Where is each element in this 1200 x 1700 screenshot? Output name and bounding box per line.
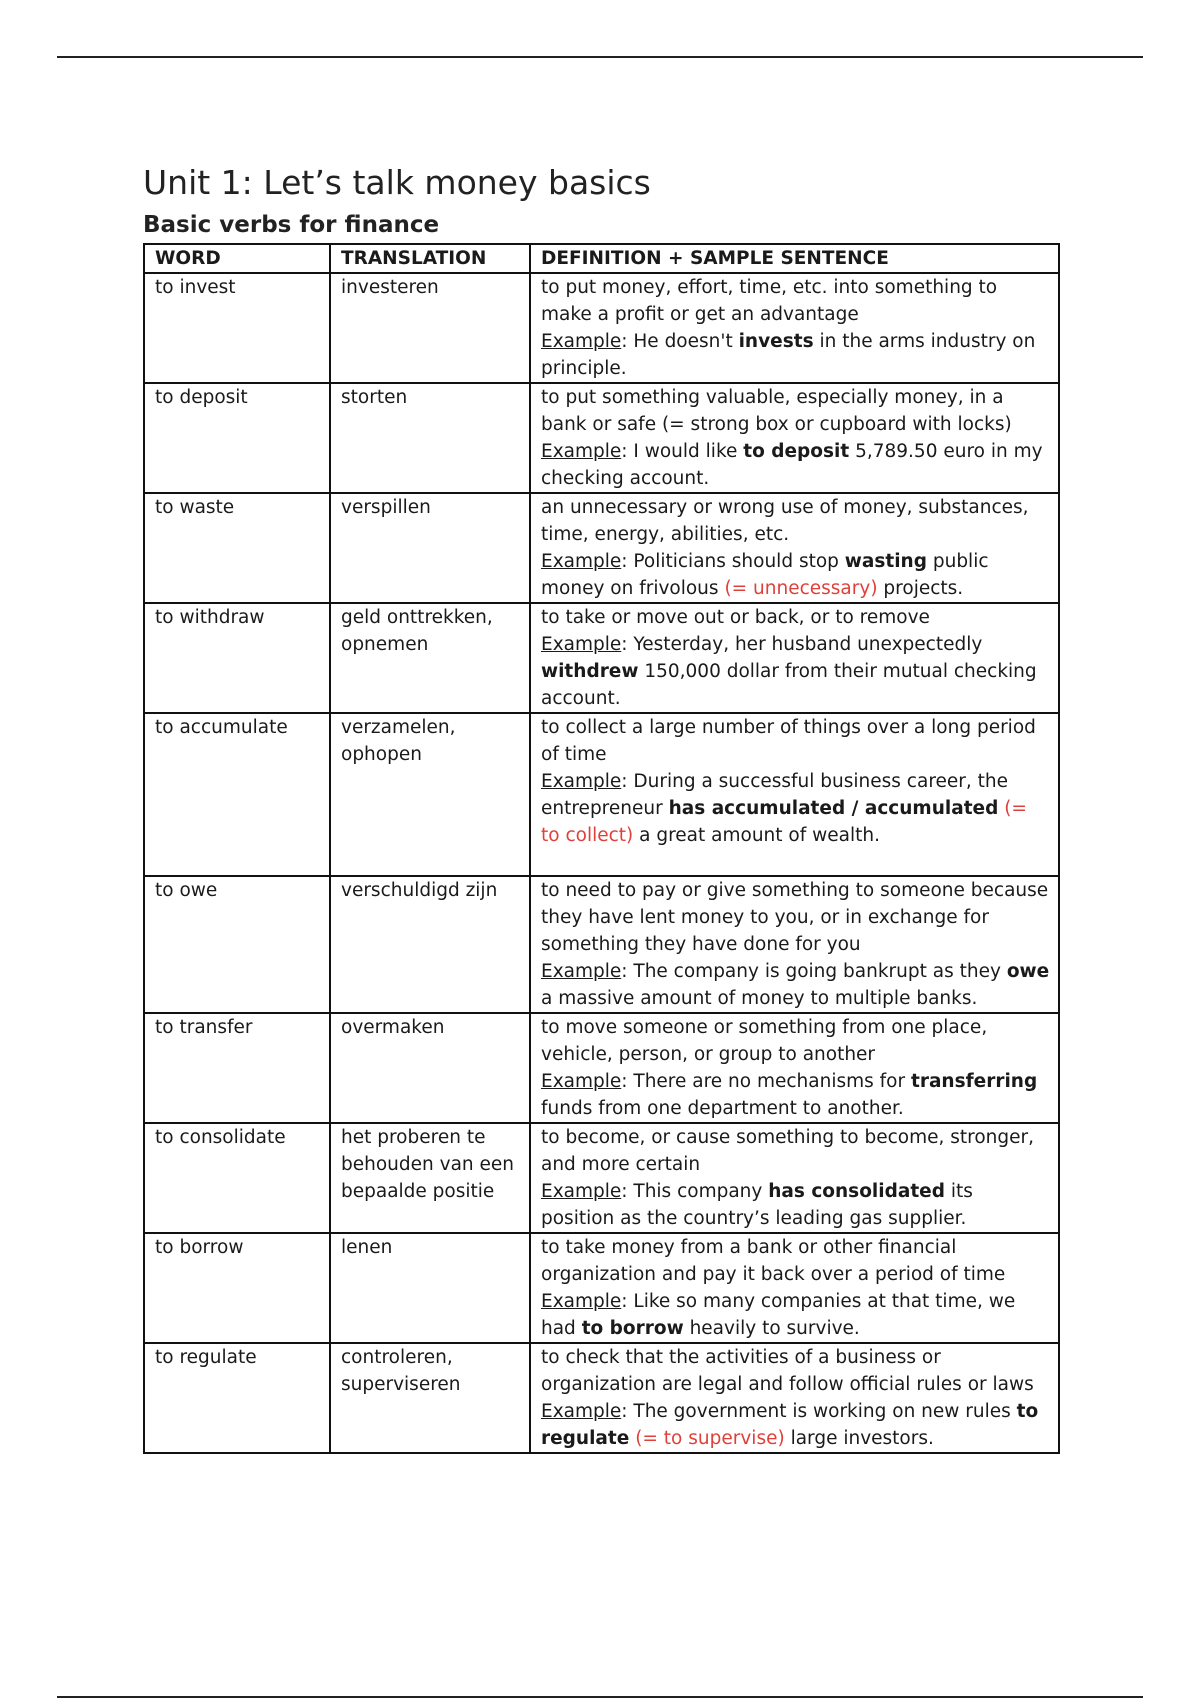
example-sentence: Example: He doesn't invests in the arms industry on principle. (541, 331, 1036, 379)
header-word: WORD (144, 244, 330, 273)
section-subtitle: Basic verbs for finance (143, 212, 440, 238)
example-text: its position as the country’s leading gas supplier. (541, 1181, 973, 1229)
example-text: large investors. (784, 1428, 934, 1449)
word-cell: to borrow (144, 1233, 330, 1343)
table-body (144, 273, 1059, 1453)
example-keyword: invests (738, 331, 814, 352)
word-cell: to waste (144, 493, 330, 603)
table-header-row (144, 244, 1059, 273)
example-label: Example (541, 1071, 622, 1092)
translation-cell: lenen (330, 1233, 530, 1343)
example-text: Like so many companies at that time, we had (541, 1291, 1016, 1339)
definition-cell (530, 1343, 1059, 1453)
example-text: During a successful business career, the entrepreneur (541, 771, 1009, 819)
definition-text: to take money from a bank or other financial organization and pay it back over a period of time (541, 1237, 1006, 1285)
example-keyword: to regulate (541, 1401, 1039, 1449)
translation-cell: controleren, superviseren (330, 1343, 530, 1453)
example-label: Example (541, 1401, 622, 1422)
example-gloss: (= to supervise) (635, 1428, 785, 1449)
table-row (144, 1123, 1059, 1233)
example-text: Yesterday, her husband unexpectedly (633, 634, 983, 655)
definition-text: to take or move out or back, or to remove (541, 607, 930, 628)
definition-cell (530, 1013, 1059, 1123)
word-cell: to accumulate (144, 713, 330, 876)
table-row (144, 273, 1059, 383)
definition-cell (530, 383, 1059, 493)
example-label: Example (541, 771, 622, 792)
definition-cell (530, 876, 1059, 1013)
example-keyword: transferring (910, 1071, 1038, 1092)
example-keyword: to deposit (743, 441, 850, 462)
word-cell: to withdraw (144, 603, 330, 713)
example-label: Example (541, 634, 622, 655)
example-text: 150,000 dollar from their mutual checking account. (541, 661, 1037, 709)
definition-cell (530, 1233, 1059, 1343)
word-cell: to owe (144, 876, 330, 1013)
word-cell: to regulate (144, 1343, 330, 1453)
header-definition: DEFINITION + SAMPLE SENTENCE (530, 244, 1059, 273)
example-text: I would like (633, 441, 744, 462)
translation-cell: geld onttrekken, opnemen (330, 603, 530, 713)
definition-text: to check that the activities of a business or organization are legal and follow official rules or laws (541, 1347, 1034, 1395)
example-text: The government is working on new rules (633, 1401, 1017, 1422)
definition-text: to need to pay or give something to someone because they have lent money to you, or in exchange for something they have done for you (541, 880, 1049, 955)
translation-cell: overmaken (330, 1013, 530, 1123)
example-text: funds from one department to another. (541, 1098, 904, 1119)
example-keyword: wasting (844, 551, 927, 572)
header-rule (57, 56, 1143, 58)
table-row (144, 713, 1059, 876)
example-text: Politicians should stop (633, 551, 845, 572)
definition-text: to put something valuable, especially money, in a bank or safe (= strong box or cupboard with locks) (541, 387, 1012, 435)
translation-cell: verzamelen, ophopen (330, 713, 530, 876)
example-text: This company (633, 1181, 769, 1202)
example-keyword: has accumulated / accumulated (668, 798, 999, 819)
vocabulary-table (143, 243, 1060, 1454)
example-sentence: Example: The government is working on new rules to regulate (= to supervise) large investors. (541, 1401, 1039, 1449)
definition-text: to collect a large number of things over a long period of time (541, 717, 1036, 765)
table-row (144, 383, 1059, 493)
example-keyword: withdrew (541, 661, 639, 682)
example-keyword: to borrow (581, 1318, 684, 1339)
table-row (144, 1013, 1059, 1123)
definition-text: to put money, effort, time, etc. into something to make a profit or get an advantage (541, 277, 998, 325)
example-gloss: (= to collect) (541, 798, 1027, 846)
example-sentence: Example: This company has consolidated its position as the country’s leading gas supplier. (541, 1181, 973, 1229)
translation-cell: verschuldigd zijn (330, 876, 530, 1013)
example-keyword: owe (1006, 961, 1050, 982)
example-text: a massive amount of money to multiple banks. (541, 988, 978, 1009)
example-sentence: Example: I would like to deposit 5,789.50 euro in my checking account. (541, 441, 1043, 489)
definition-text: to move someone or something from one place, vehicle, person, or group to another (541, 1017, 988, 1065)
example-sentence: Example: Politicians should stop wasting public money on frivolous (= unnecessary) projects. (541, 551, 989, 599)
example-sentence: Example: During a successful business career, the entrepreneur has accumulated / accumulated (= to collect) a great amount of wealth. (541, 771, 1027, 846)
table-row (144, 1343, 1059, 1453)
definition-text: to become, or cause something to become, stronger, and more certain (541, 1127, 1034, 1175)
translation-cell: storten (330, 383, 530, 493)
table-row (144, 493, 1059, 603)
table-row (144, 1233, 1059, 1343)
definition-cell (530, 493, 1059, 603)
example-text: The company is going bankrupt as they (633, 961, 1007, 982)
table-row (144, 876, 1059, 1013)
definition-cell (530, 1123, 1059, 1233)
example-sentence: Example: Yesterday, her husband unexpectedly withdrew 150,000 dollar from their mutual checking account. (541, 634, 1037, 709)
example-label: Example (541, 441, 622, 462)
example-label: Example (541, 551, 622, 572)
translation-cell: verspillen (330, 493, 530, 603)
header-translation: TRANSLATION (330, 244, 530, 273)
example-keyword: has consolidated (768, 1181, 945, 1202)
footer-rule (57, 1696, 1143, 1698)
example-text: He doesn't (633, 331, 739, 352)
example-text: in the arms industry on principle. (541, 331, 1036, 379)
word-cell: to transfer (144, 1013, 330, 1123)
word-cell: to consolidate (144, 1123, 330, 1233)
example-sentence: Example: There are no mechanisms for transferring funds from one department to another. (541, 1071, 1038, 1119)
example-text: heavily to survive. (683, 1318, 860, 1339)
example-text: 5,789.50 euro in my checking account. (541, 441, 1043, 489)
translation-cell: het proberen te behouden van een bepaalde positie (330, 1123, 530, 1233)
example-text: projects. (877, 578, 964, 599)
table-row (144, 603, 1059, 713)
definition-cell (530, 713, 1059, 876)
example-label: Example (541, 331, 622, 352)
example-text: a great amount of wealth. (633, 825, 880, 846)
example-gloss: (= unnecessary) (724, 578, 878, 599)
example-sentence: Example: The company is going bankrupt as they owe a massive amount of money to multiple banks. (541, 961, 1050, 1009)
word-cell: to deposit (144, 383, 330, 493)
definition-cell (530, 603, 1059, 713)
example-sentence: Example: Like so many companies at that time, we had to borrow heavily to survive. (541, 1291, 1016, 1339)
example-label: Example (541, 961, 622, 982)
example-text: public money on frivolous (541, 551, 989, 599)
page-title: Unit 1: Let’s talk money basics (143, 163, 651, 202)
translation-cell: investeren (330, 273, 530, 383)
example-text: There are no mechanisms for (633, 1071, 911, 1092)
definition-cell (530, 273, 1059, 383)
definition-text: an unnecessary or wrong use of money, substances, time, energy, abilities, etc. (541, 497, 1029, 545)
example-label: Example (541, 1181, 622, 1202)
word-cell: to invest (144, 273, 330, 383)
example-label: Example (541, 1291, 622, 1312)
